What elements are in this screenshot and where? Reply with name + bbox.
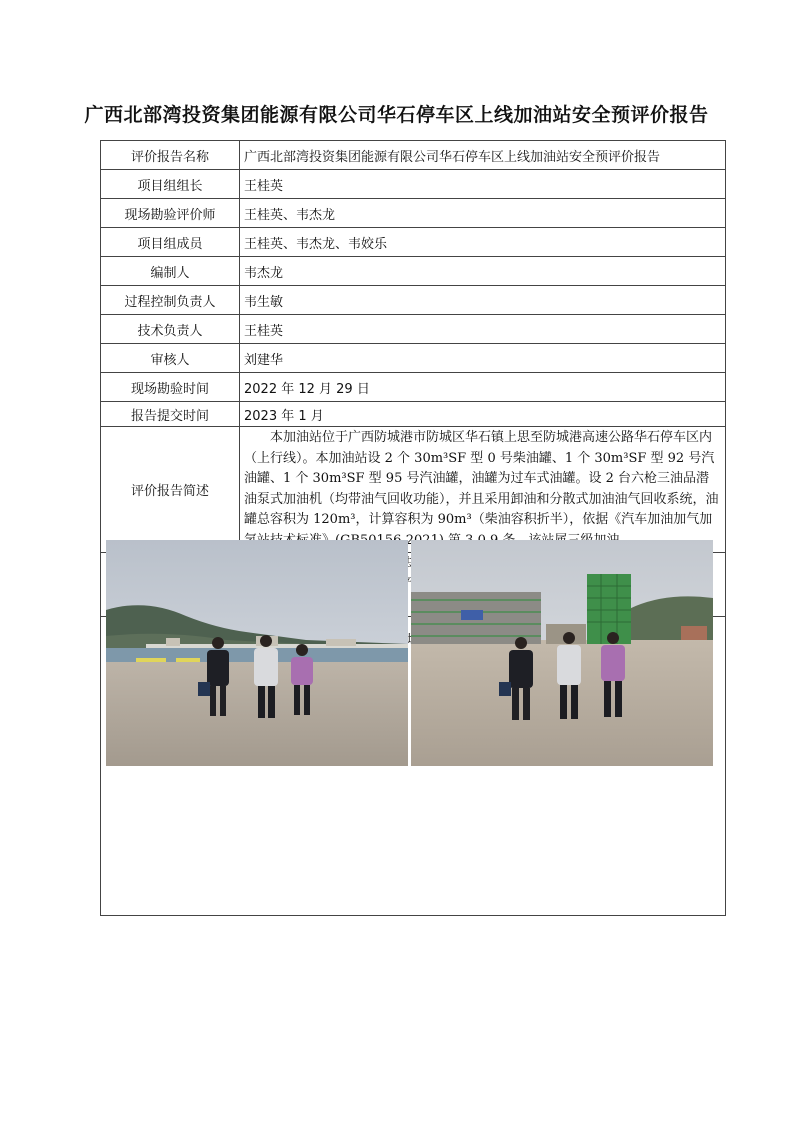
row-label: 技术负责人 (101, 315, 240, 344)
site-photo-2 (411, 540, 713, 766)
table-row (101, 402, 726, 427)
summary-text: 本加油站位于广西防城港市防城区华石镇上思至防城港高速公路华石停车区内（上行线）。本加油站设 2 个 30m³SF 型 0 号柴油罐、1 个 30m³SF 型 92 号汽油罐、1 个 30m³SF 型 95 号汽油罐，油罐为过车式油罐。设 2 台六枪三油品潜油泵式加油机（均带油气回收功能），并且采用卸油和分散式加油油气回收系统，油罐总容积为 120m³，计算容积为 90m³（柴油容积折半），依据《汽车加油加气加 2 (240, 427, 726, 553)
table-row (101, 257, 726, 286)
row-label: 评价报告名称 (101, 141, 240, 170)
row-label: 项目组组长 (101, 170, 240, 199)
row-value: 韦生敏 (240, 286, 726, 315)
row-value: 韦杰龙 (240, 257, 726, 286)
table-row (101, 199, 726, 228)
site-photo-2-image (411, 540, 713, 766)
site-photo-1 (106, 540, 408, 766)
row-label: 项目组成员 (101, 228, 240, 257)
row-label: 现场勘验评价师 (101, 199, 240, 228)
row-value: 2022 年 12 月 29 日 (240, 373, 726, 402)
table-row (101, 286, 726, 315)
row-label: 报告提交时间 (101, 402, 240, 427)
row-value: 王桂英、韦杰龙、韦姣乐 (240, 228, 726, 257)
row-label: 审核人 (101, 344, 240, 373)
table-row (101, 228, 726, 257)
document-title: 广西北部湾投资集团能源有限公司华石停车区上线加油站安全预评价报告 (84, 104, 709, 126)
table-row (101, 315, 726, 344)
row-label: 过程控制负责人 (101, 286, 240, 315)
row-value: 王桂英 (240, 170, 726, 199)
summary-label: 评价报告简述 (101, 427, 240, 553)
row-label: 现场勘验时间 (101, 373, 240, 402)
table-row (101, 344, 726, 373)
table-row (101, 170, 726, 199)
row-value: 王桂英、韦杰龙 (240, 199, 726, 228)
row-value: 王桂英 (240, 315, 726, 344)
site-photo-1-image (106, 540, 408, 766)
row-label: 编制人 (101, 257, 240, 286)
table-row (101, 373, 726, 402)
row-value: 2023 年 1 月 (240, 402, 726, 427)
table-row (101, 141, 726, 170)
report-table (100, 140, 726, 916)
summary-row (101, 427, 726, 553)
row-value: 刘建华 (240, 344, 726, 373)
row-value: 广西北部湾投资集团能源有限公司华石停车区上线加油站安全预评价报告 (240, 141, 726, 170)
